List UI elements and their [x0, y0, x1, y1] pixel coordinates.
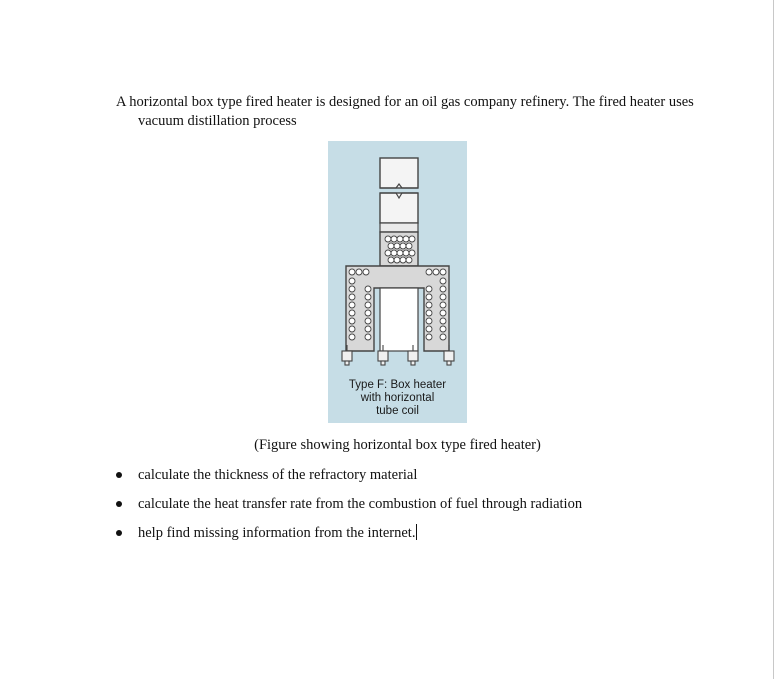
list-item [116, 466, 582, 495]
list-item[interactable] [116, 524, 582, 553]
bullet-icon [116, 530, 122, 536]
bullet-icon [116, 472, 122, 478]
list-item-text: calculate the thickness of the refractory material [138, 467, 418, 483]
figure-label [328, 379, 467, 418]
list-item-text: calculate the heat transfer rate from the combustion of fuel through radiation [138, 496, 583, 512]
list-item-text[interactable]: help find missing information from the internet. [138, 525, 416, 541]
figure-caption: (Figure showing horizontal box type fired heater) [254, 437, 541, 453]
intro-paragraph: A horizontal box type fired heater is designed for an oil gas company refinery. The fired heater uses vacuum distillation process [116, 94, 694, 129]
figure-label-line: tube coil [376, 405, 419, 417]
text-cursor [416, 524, 417, 540]
heater-figure [328, 141, 467, 423]
page-edge [773, 0, 774, 679]
figure-label-line: with horizontal [360, 392, 435, 404]
task-list [116, 466, 582, 553]
figure-label-line: Type F: Box heater [348, 379, 447, 391]
list-item [116, 495, 582, 524]
bullet-icon [116, 501, 122, 507]
